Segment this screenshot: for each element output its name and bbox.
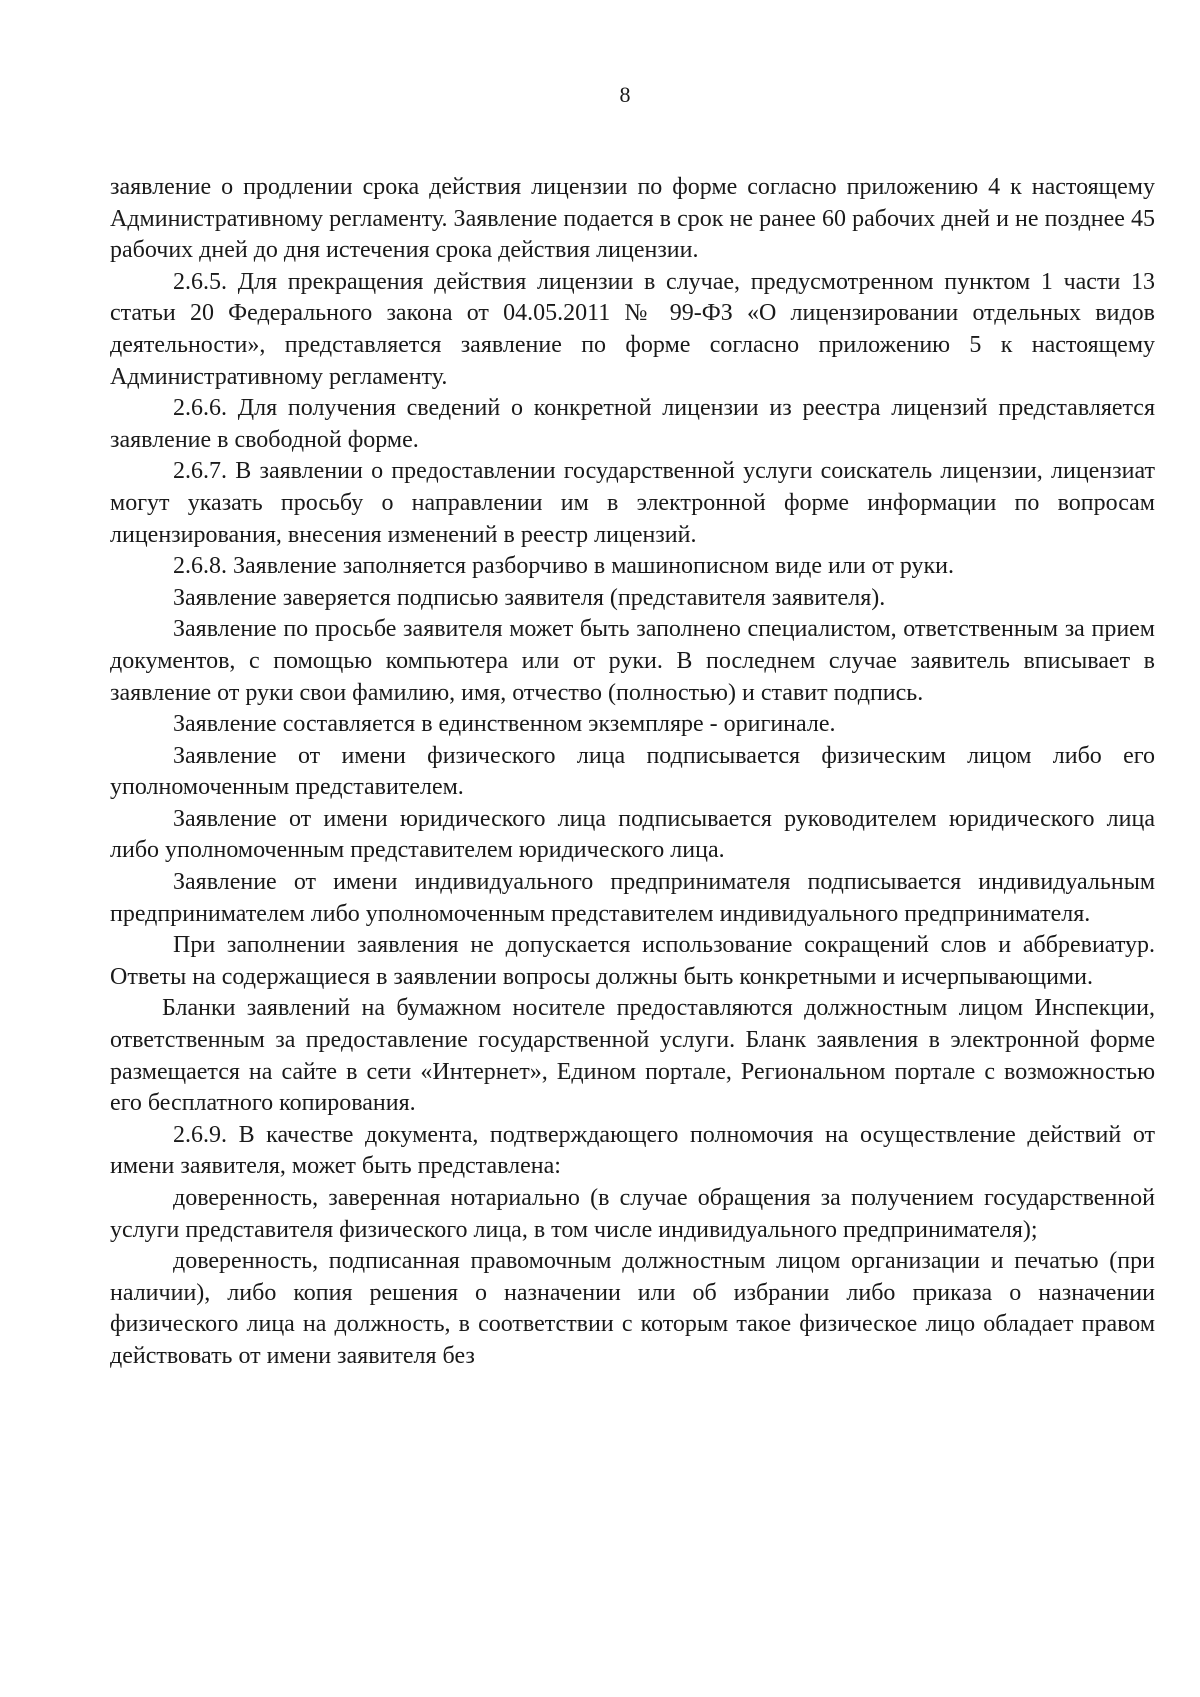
paragraph-2-6-6: 2.6.6. Для получения сведений о конкретной лицензии из реестра лицензий представляется заявление в свободной форме.: [110, 395, 1155, 453]
page-number: 8: [619, 82, 631, 107]
paragraph-notarized-power-of-attorney: доверенность, заверенная нотариально (в случае обращения за получением государственной услуги представителя физического лица, в том числе индивидуального предпринимателя);: [110, 1185, 1155, 1243]
paragraph-2-6-8: 2.6.8. Заявление заполняется разборчиво в машинописном виде или от руки.: [173, 553, 955, 580]
paragraph-renewal-application: заявление о продлении срока действия лицензии по форме согласно приложению 4 к настоящему Административному регламенту. Заявление подается в срок не ранее 60 рабочих дней и не позднее 45 рабочих дней до дня истечения срока действия лицензии.: [110, 174, 1155, 264]
paragraph-individual-signature: Заявление от имени физического лица подписывается физическим лицом либо его уполномоченным представителем.: [110, 742, 1155, 801]
paragraph-signature: Заявление заверяется подписью заявителя (представителя заявителя).: [173, 584, 886, 611]
paragraph-entrepreneur-signature: Заявление от имени индивидуального предпринимателя подписывается индивидуальным предпринимателем либо уполномоченным представителем индивидуального предпринимателя.: [110, 869, 1155, 927]
paragraph-signed-power-of-attorney: доверенность, подписанная правомочным должностным лицом организации и печатью (при наличии), либо копия решения о назначении или об избрании либо приказа о назначении физического лица на должность, в соответствии с которым такое физическое лицо обладает правом действовать от имени заявителя без: [110, 1248, 1155, 1369]
paragraph-2-6-7: 2.6.7. В заявлении о предоставлении государственной услуги соискатель лицензии, лицензиат могут указать просьбу о направлении им в электронной форме информации по вопросам лицензирования, внесения изменений в реестр лицензий.: [110, 458, 1155, 548]
paragraph-filled-by-specialist: Заявление по просьбе заявителя может быть заполнено специалистом, ответственным за прием документов, с помощью компьютера или от руки. В последнем случае заявитель вписывает в заявление от руки свои фамилию, имя, отчество (полностью) и ставит подпись.: [110, 616, 1155, 706]
paragraph-2-6-9: 2.6.9. В качестве документа, подтверждающего полномочия на осуществление действий от имени заявителя, может быть представлена:: [110, 1121, 1155, 1180]
document-body: [110, 172, 1155, 1373]
paragraph-blank-forms: Бланки заявлений на бумажном носителе предоставляются должностным лицом Инспекции, ответственным за предоставление государственной услуги. Бланк заявления в электронной форме размещается на сайте в сети «Интернет», Едином портале, Региональном портале с возможностью его бесплатного копирования.: [110, 995, 1155, 1117]
paragraph-2-6-5: 2.6.5. Для прекращения действия лицензии в случае, предусмотренном пунктом 1 части 13 статьи 20 Федерального закона от 04.05.2011 № 99-ФЗ «О лицензировании отдельных видов деятельности», представляется заявление по форме согласно приложению 5 к настоящему Административному регламенту.: [110, 268, 1155, 390]
paragraph-single-copy: Заявление составляется в единственном экземпляре - оригинале.: [173, 711, 836, 738]
paragraph-legal-entity-signature: Заявление от имени юридического лица подписывается руководителем юридического лица либо уполномоченным представителем юридического лица.: [110, 805, 1155, 864]
paragraph-no-abbreviations: При заполнении заявления не допускается использование сокращений слов и аббревиатур. Ответы на содержащиеся в заявлении вопросы должны быть конкретными и исчерпывающими.: [110, 932, 1155, 990]
